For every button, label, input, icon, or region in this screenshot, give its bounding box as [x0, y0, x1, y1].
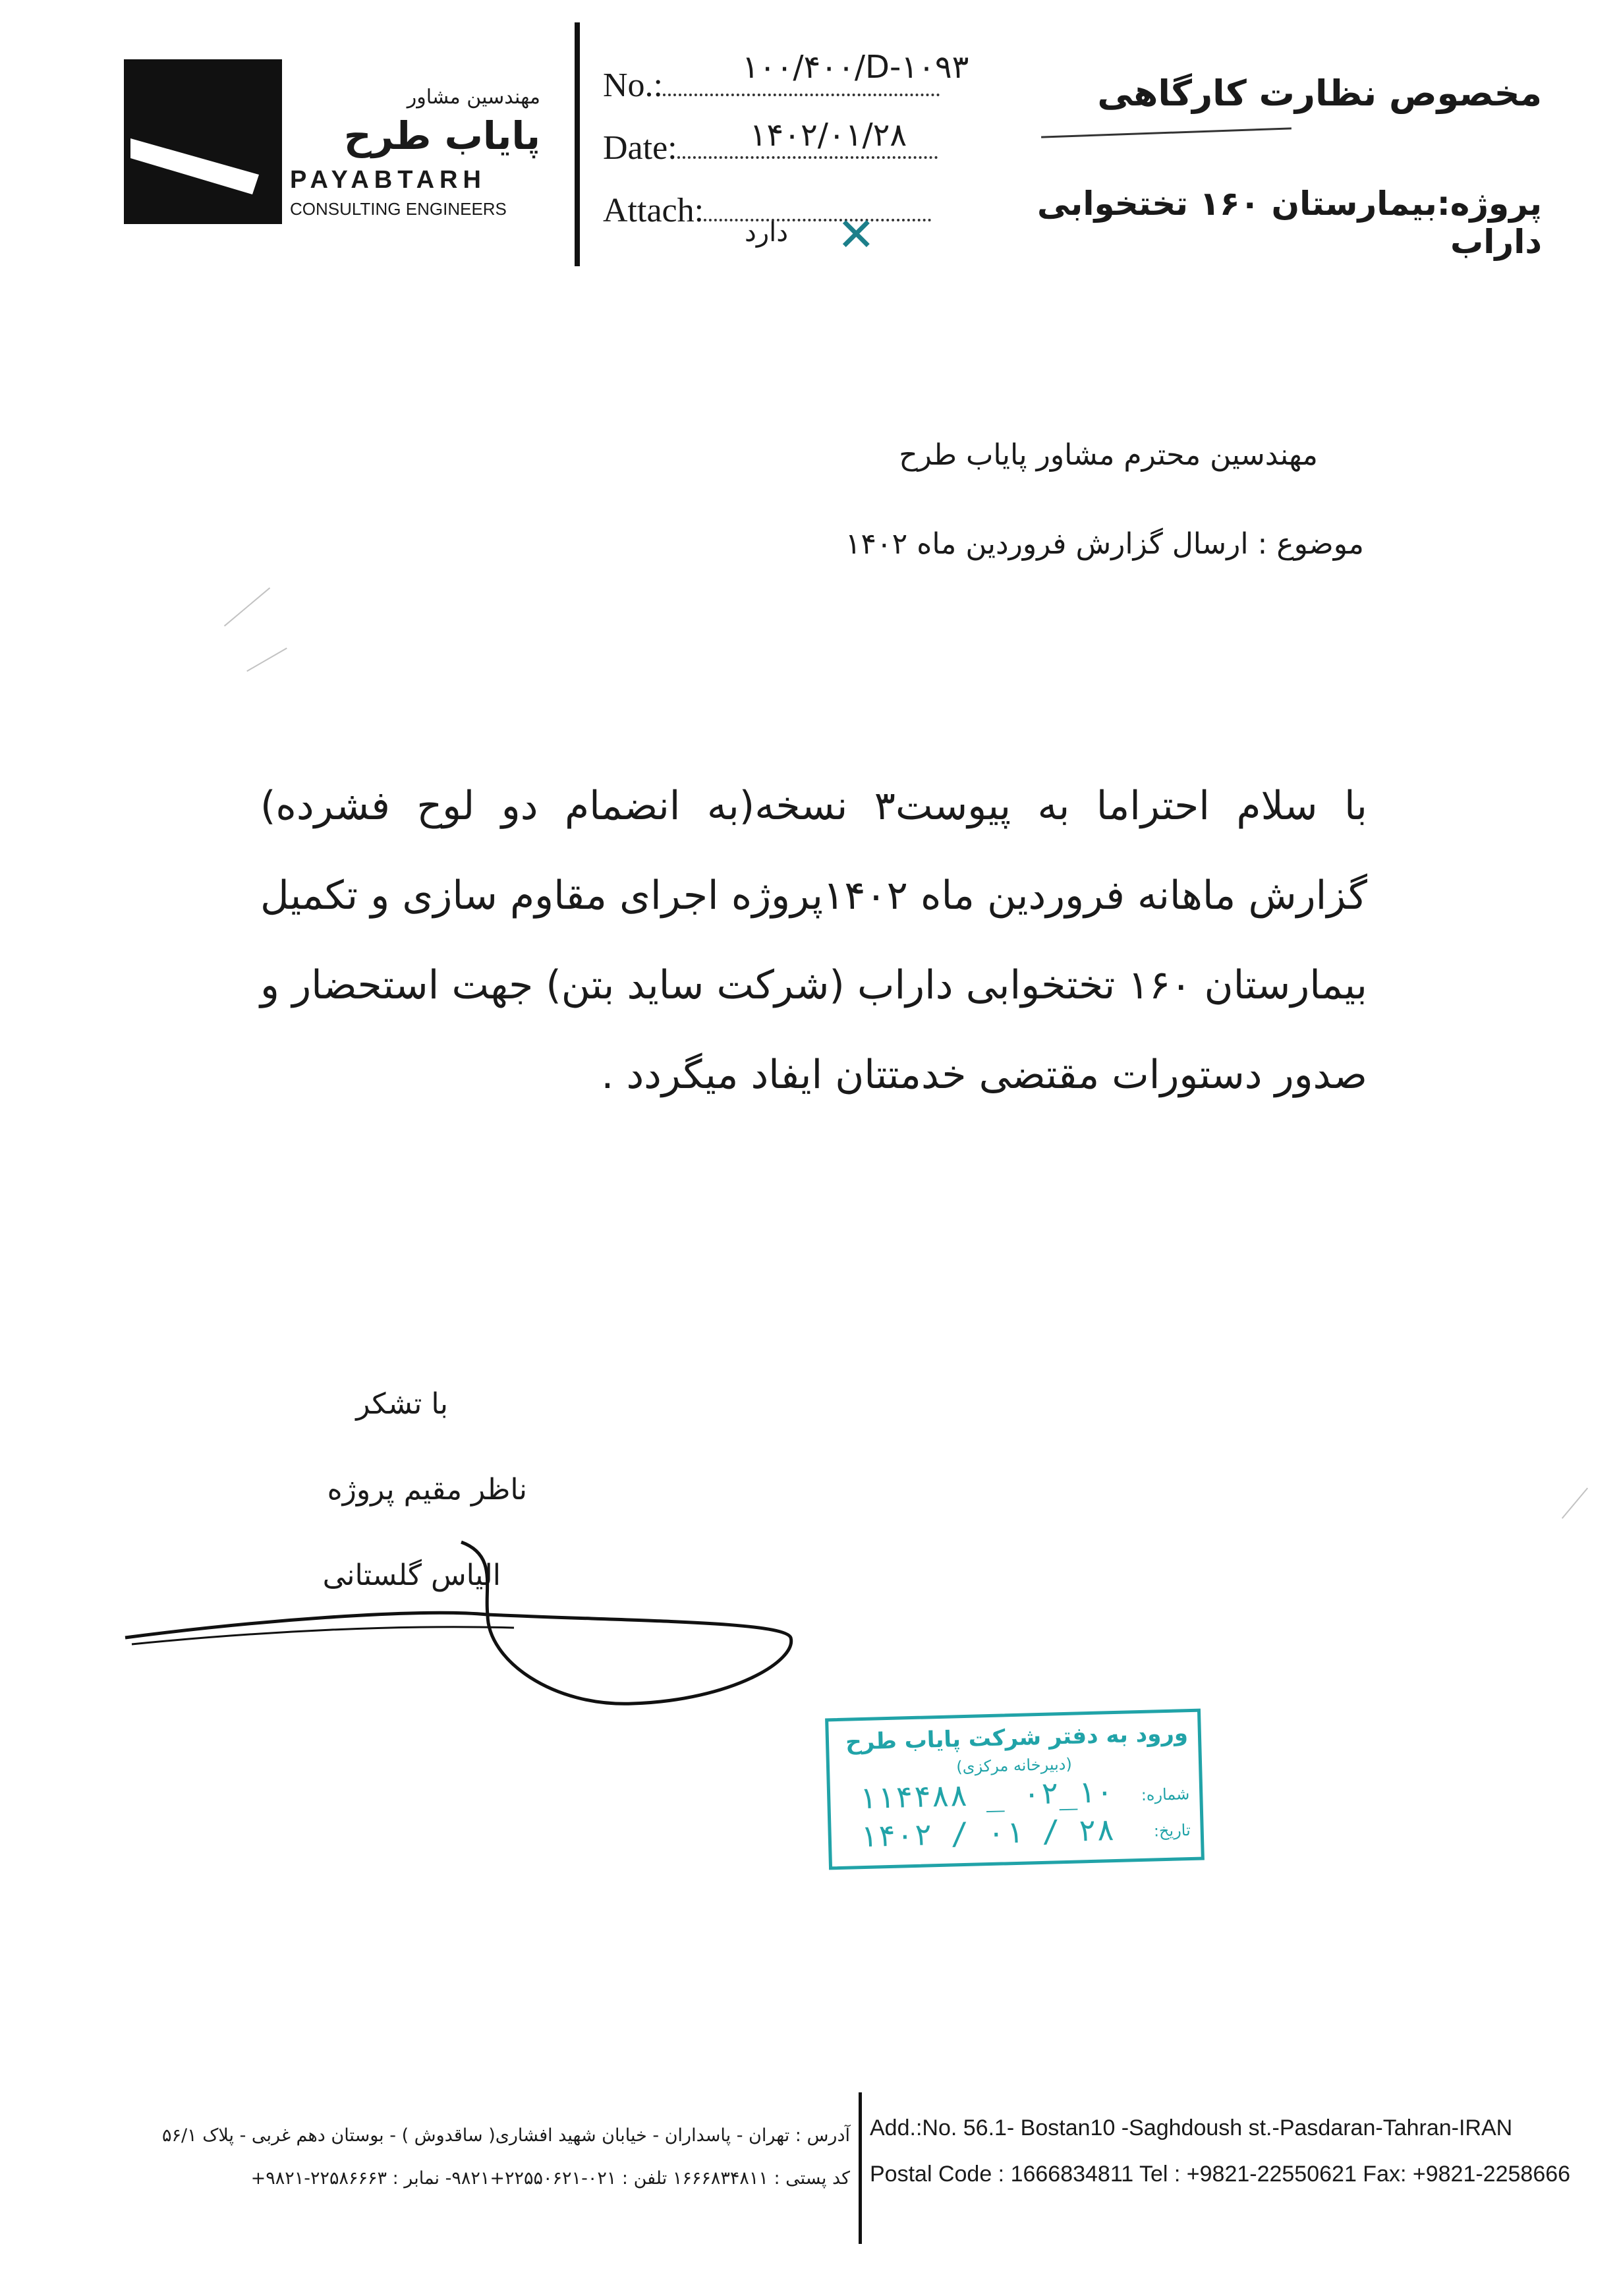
stamp-date-value: ۱۴۰۲ / ۰۱ / ۲۸ — [859, 1812, 1116, 1854]
scan-mark — [224, 587, 270, 626]
supervision-underline — [1041, 127, 1292, 138]
company-logo — [124, 59, 282, 224]
brand-name-en: PAYABTARH — [290, 166, 486, 194]
footer-divider — [859, 2092, 862, 2244]
stamp-title: ورود به دفتر شرکت پایاب طرح — [845, 1720, 1189, 1756]
registration-stamp — [825, 1709, 1205, 1870]
ref-date-value: ۱۴۰۲/۰۱/۲۸ — [749, 117, 907, 154]
attach-check-icon: ✕ — [837, 208, 876, 262]
logo-mark-icon — [124, 59, 282, 224]
project-title: پروژه:بیمارستان ۱۶۰ تختخوابی داراب — [1037, 185, 1542, 261]
letter-recipient: مهندسین محترم مشاور پایاب طرح — [899, 438, 1318, 472]
stamp-subtitle: (دبیرخانه مرکزی) — [955, 1754, 1073, 1777]
ref-date-dots — [677, 117, 938, 159]
letter-subject: موضوع : ارسال گزارش فروردین ماه ۱۴۰۲ — [845, 527, 1364, 561]
ref-attach-label: Attach: — [603, 192, 704, 229]
brand-subtitle: CONSULTING ENGINEERS — [290, 199, 507, 219]
ref-number-value: ۱۰۰/۴۰۰/D-۱۰۹۳ — [742, 49, 969, 86]
stamp-number-label: شماره: — [1141, 1785, 1190, 1804]
stamp-date-label: تاریخ: — [1153, 1821, 1191, 1841]
letter-body: با سلام احتراما به پیوست۳ نسخه(به انضمام دو لوح فشرده) گزارش ماهانه فروردین ماه ۱۴۰۲پروژه اجرای مقاوم سازی و تکمیل بیمارستان ۱۶۰ تختخوابی داراب (شرکت ساید بتن) جهت استحضار و صدور دستورات مقتضی خدمتتان ایفاد میگردد . — [260, 783, 1367, 1098]
signer-title: ناظر مقیم پروژه — [327, 1473, 527, 1507]
ref-date-label: Date: — [603, 129, 677, 167]
footer-contact-fa: کد پستی : ۱۶۶۶۸۳۴۸۱۱ تلفن : ۰۲۱-۲۲۵۵۰۶۲۱+۹۸۲۱- نمابر : ۲۲۵۸۶۶۶۳-۹۸۲۱+ — [250, 2168, 850, 2189]
scan-mark — [246, 648, 287, 672]
signer-name: الیاس گلستانی — [322, 1559, 501, 1592]
brand-fa-small: مهندسین مشاور — [407, 86, 540, 109]
handwritten-signature — [119, 1516, 909, 1713]
ref-number-dots — [663, 49, 969, 96]
header-divider — [575, 22, 580, 266]
stamp-number-value: ۱۱۴۴۸۸ _ ۰۲_۱۰ — [857, 1773, 1114, 1816]
footer-contact-en: Postal Code : 1666834811 Tel : +9821-22550621 Fax: +9821-2258666 — [870, 2162, 1571, 2187]
footer-address-en: Add.:No. 56.1- Bostan10 -Saghdoush st.-Pasdaran-Tahran-IRAN — [870, 2115, 1513, 2140]
letter-closing: با تشکر — [356, 1387, 448, 1421]
ref-number-row — [603, 49, 969, 105]
supervision-label: مخصوص نظارت کارگاهی — [1097, 72, 1542, 114]
brand-name-fa: پایاب طرح — [343, 113, 540, 158]
footer-address-fa: آدرس : تهران - پاسداران - خیابان شهید افشاری( ساقدوش ) - بوستان دهم غربی - پلاک ۵۶/۱ — [162, 2125, 850, 2146]
ref-attach-dots — [704, 195, 931, 221]
attach-note: دارد — [745, 217, 789, 248]
ref-number-label: No.: — [603, 67, 663, 104]
scan-mark — [1562, 1487, 1588, 1518]
ref-date-row — [603, 117, 938, 167]
